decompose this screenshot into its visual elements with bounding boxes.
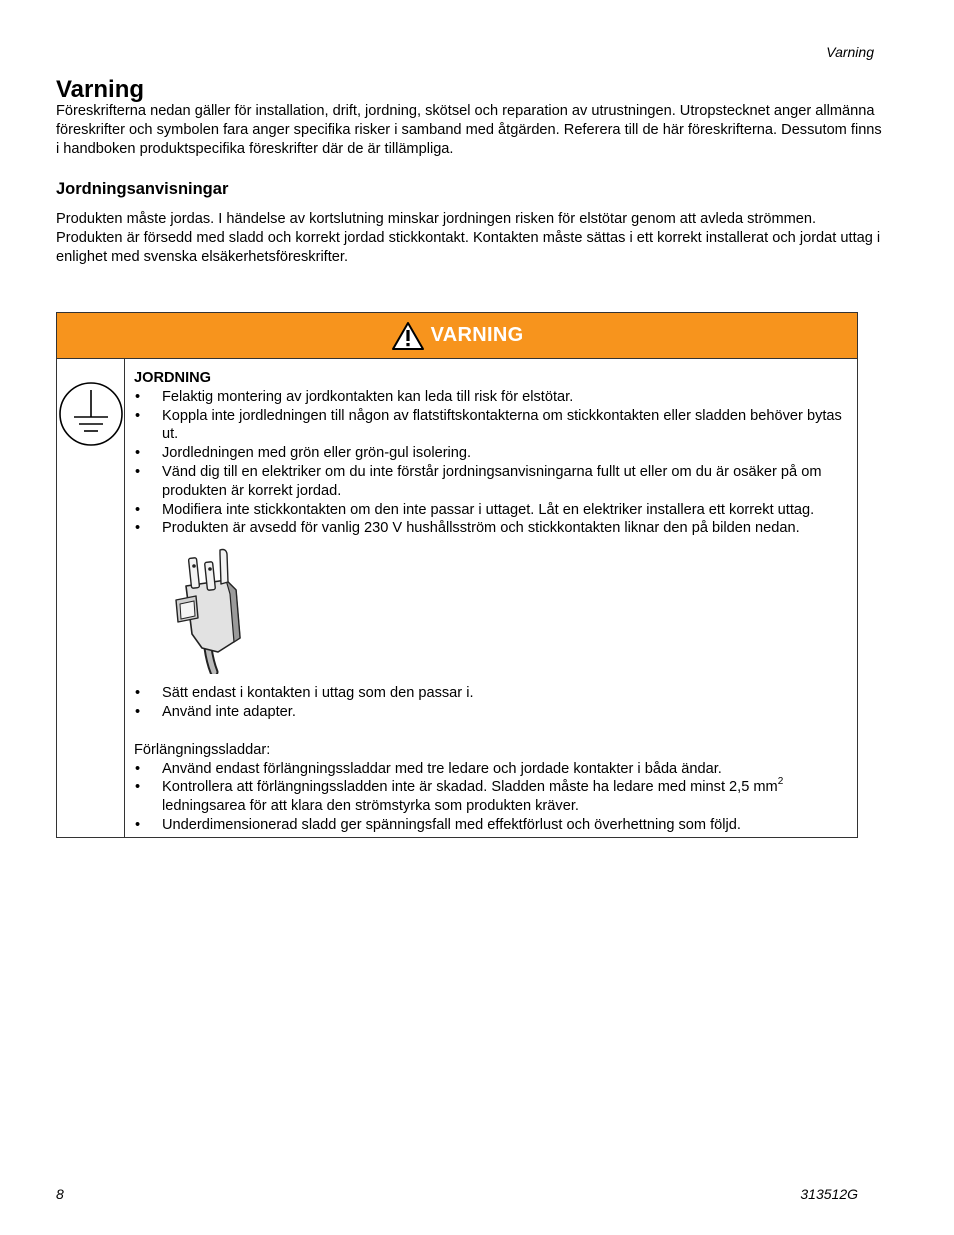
extension-cord-bullets: [134, 760, 849, 835]
ext-bullet-text: Kontrollera att förlängningssladden inte är skadad. Sladden måste ha ledare med minst 2,5 mm: [162, 779, 778, 796]
warning-header: [57, 313, 857, 359]
warning-text-column: [125, 359, 857, 838]
page-number: 8: [56, 1186, 64, 1202]
list-item: • Sätt endast i kontakten i uttag som den passar i.: [134, 684, 849, 703]
plug-figure: [134, 538, 849, 684]
grounding-heading: Jordningsanvisningar: [56, 180, 229, 198]
extension-cord-label: Förlängningssladdar:: [134, 741, 271, 758]
warning-title: VARNING: [430, 324, 524, 346]
list-item: • Använd inte adapter.: [134, 703, 849, 722]
intro-paragraph: Föreskrifterna nedan gäller för installation, drift, jordning, skötsel och reparation av utrustningen. Utropstecknet anger allmänna föreskrifter och symbolen fara anger specifika risker i samband med åtgärden. Referera till de här föreskrifterna. Dessutom finns i handboken produktspecifika föreskrifter där de är tillämpliga.: [56, 103, 882, 157]
list-item: • Produkten är avsedd för vanlig 230 V hushållsström och stickkontakten liknar den på bilden nedan.: [134, 519, 849, 538]
running-header: Varning: [826, 44, 874, 60]
list-item: • Jordledningen med grön eller grön-gul isolering.: [134, 444, 849, 463]
ext-bullet-text-rest: ledningsarea för att klara den strömstyrka som produkten kräver.: [162, 798, 579, 815]
ground-symbol-icon: [58, 381, 124, 452]
grounding-paragraph: Produkten måste jordas. I händelse av kortslutning minskar jordningen risken för elstötar genom att avleda strömmen. Produkten är försedd med sladd och korrekt jordad stickkontakt. Kontakten måste sättas i ett korrekt installerat och jordat uttag i enlighet med svenska elsäkerhetsföreskrifter.: [56, 211, 881, 265]
warning-subheading: JORDNING: [134, 370, 212, 386]
warning-icon-column: [57, 359, 125, 838]
page-title: Varning: [56, 76, 145, 103]
warning-body: [57, 359, 857, 838]
list-item: • Använd endast förlängningssladdar med tre ledare och jordade kontakter i båda ändar.: [134, 760, 849, 779]
list-item: • Felaktig montering av jordkontakten kan leda till risk för elstötar.: [134, 388, 849, 407]
warning-triangle-icon: [391, 321, 425, 351]
list-item: • Koppla inte jordledningen till någon av flatstiftskontakterna om stickkontakten eller sladden behöver bytas ut.: [134, 407, 849, 445]
plug-usage-bullets: [134, 684, 849, 722]
warning-box: [56, 312, 858, 838]
list-item: [134, 775, 849, 816]
grounding-bullets: [134, 388, 849, 538]
list-item: • Modifiera inte stickkontakten om den inte passar i uttaget. Låt en elektriker installera ett korrekt uttag.: [134, 501, 849, 520]
grounded-plug-icon: [166, 662, 256, 678]
list-item: • Underdimensionerad sladd ger spänningsfall med effektförlust och överhettning som följd.: [134, 816, 849, 835]
superscript-2: 2: [777, 775, 784, 787]
list-item: • Vänd dig till en elektriker om du inte förstår jordningsanvisningarna fullt ut eller om du är osäker på om produkten är korrekt jordad.: [134, 463, 849, 501]
document-number: 313512G: [800, 1186, 858, 1202]
